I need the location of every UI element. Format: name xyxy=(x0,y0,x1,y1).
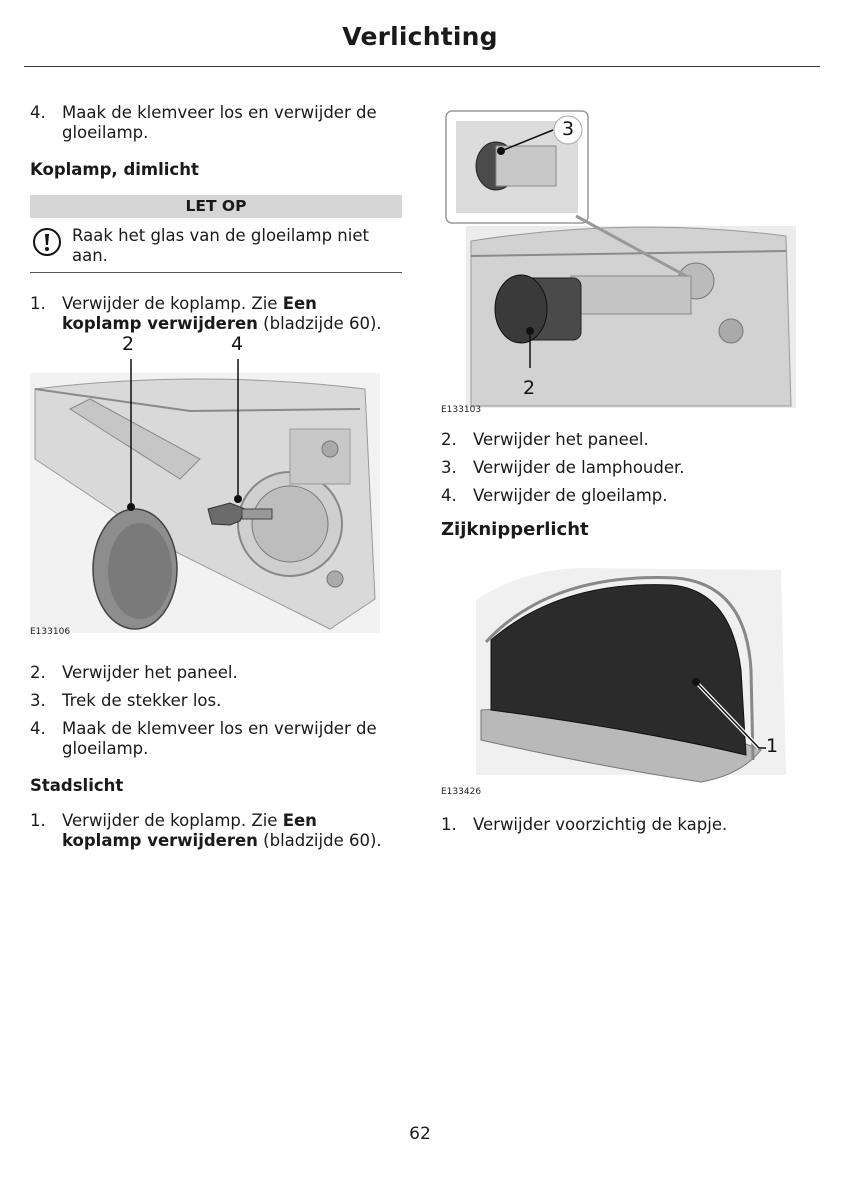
step-number: 2. xyxy=(30,663,46,682)
step-number: 4. xyxy=(30,103,46,122)
step-number: 1. xyxy=(441,815,457,834)
callout-label: 3 xyxy=(562,118,575,140)
step-text: Verwijder het paneel. xyxy=(62,663,238,682)
step-item xyxy=(30,663,402,683)
step-number: 2. xyxy=(441,430,457,449)
step-item xyxy=(441,815,821,835)
step-number: 1. xyxy=(30,811,46,830)
notice-text: Raak het glas van de gloeilamp niet aan. xyxy=(72,226,369,265)
lamp-holder-illustration xyxy=(441,106,796,418)
step-text: Verwijder de gloeilamp. xyxy=(473,486,668,505)
notice-label: LET OP xyxy=(30,195,402,218)
step-item xyxy=(30,719,402,759)
step-number: 3. xyxy=(441,458,457,477)
step-item xyxy=(441,458,821,478)
step-text: Verwijder de lamphouder. xyxy=(473,458,685,477)
callout-label: 1 xyxy=(766,735,779,757)
cross-reference-link[interactable]: Een koplamp verwijderen xyxy=(62,811,317,850)
step-text: (bladzijde 60). xyxy=(257,831,382,850)
section-heading-stadslicht: Stadslicht xyxy=(30,776,124,795)
warning-icon xyxy=(32,227,62,262)
notice-box xyxy=(30,195,402,273)
headlamp-illustration xyxy=(30,349,380,649)
callout-label: 2 xyxy=(523,377,536,399)
step-item xyxy=(30,294,402,334)
cross-reference-link[interactable]: Een koplamp verwijderen xyxy=(62,294,317,333)
callout-label: 2 xyxy=(122,333,135,355)
step-list xyxy=(441,430,821,506)
step-text: Trek de stekker los. xyxy=(62,691,222,710)
step-text: Verwijder voorzichtig de kapje. xyxy=(473,815,728,834)
mirror-cap-illustration xyxy=(441,560,801,800)
step-number: 3. xyxy=(30,691,46,710)
figure-mirror-cap xyxy=(441,560,801,800)
step-text: Verwijder de koplamp. Zie xyxy=(62,811,283,830)
step-text: Maak de klemveer los en verwijder de gloeilamp. xyxy=(62,103,377,142)
header-divider xyxy=(24,66,820,67)
section-heading-koplamp: Koplamp, dimlicht xyxy=(30,160,199,179)
right-column xyxy=(441,103,821,843)
step-item xyxy=(441,486,821,506)
callout-label: 4 xyxy=(231,333,244,355)
figure-code: E133426 xyxy=(441,787,482,797)
step-text: Verwijder de koplamp. Zie xyxy=(62,294,283,313)
step-list xyxy=(30,663,402,759)
page-number: 62 xyxy=(409,1124,431,1144)
step-number: 4. xyxy=(441,486,457,505)
step-item xyxy=(30,103,402,143)
step-text: (bladzijde 60). xyxy=(257,314,382,333)
step-number: 1. xyxy=(30,294,46,313)
step-item xyxy=(30,811,402,851)
page-title: Verlichting xyxy=(342,22,498,51)
section-heading-zijknipperlicht: Zijknipperlicht xyxy=(441,519,589,540)
figure-headlamp-rear xyxy=(30,333,380,649)
step-item xyxy=(441,430,821,450)
figure-code: E133103 xyxy=(441,405,482,415)
left-column xyxy=(30,103,402,859)
step-number: 4. xyxy=(30,719,46,738)
figure-code: E133106 xyxy=(30,627,71,637)
figure-lamp-holder xyxy=(441,106,796,418)
step-text: Maak de klemveer los en verwijder de gloeilamp. xyxy=(62,719,377,758)
notice-body xyxy=(30,218,402,273)
step-text: Verwijder het paneel. xyxy=(473,430,649,449)
step-item xyxy=(30,691,402,711)
